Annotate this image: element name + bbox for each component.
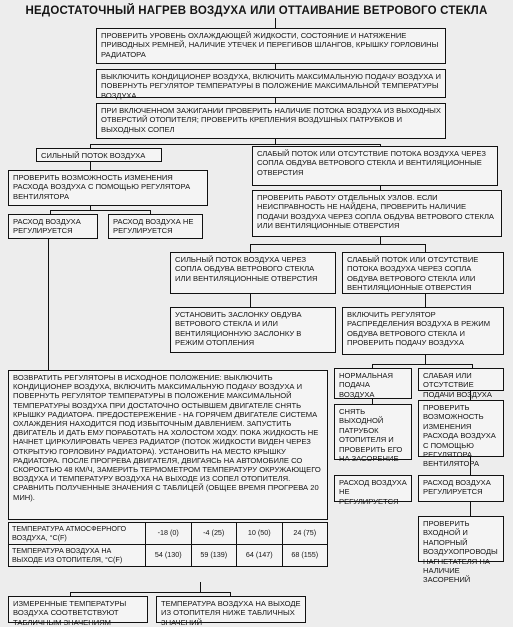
connector xyxy=(470,502,471,516)
connector xyxy=(90,144,380,145)
table-cell: 54 (130) xyxy=(146,545,192,567)
branch-weak-flow: СЛАБЫЙ ПОТОК ИЛИ ОТСУТСТВИЕ ПОТОКА ВОЗДУХА ЧЕРЕЗ СОПЛА ОБДУВА ВЕТРОВОГО СТЕКЛА И ВЕНТИЛЯЦИОННЫЕ ОТВЕРСТИЯ xyxy=(252,146,498,186)
step-check-coolant: ПРОВЕРИТЬ УРОВЕНЬ ОХЛАЖДАЮЩЕЙ ЖИДКОСТИ, СОСТОЯНИЕ И НАТЯЖЕНИЕ ПРИВОДНЫХ РЕМНЕЙ, НАЛИЧИЕ УТЕЧЕК И ПЕРЕГИБОВ ШЛАНГОВ, КРЫШКУ ГОРЛОВИНЫ РАДИАТОРА xyxy=(96,28,446,64)
connector xyxy=(250,244,425,245)
step-set-max-heat: ВЫКЛЮЧИТЬ КОНДИЦИОНЕР ВОЗДУХА, ВКЛЮЧИТЬ МАКСИМАЛЬНУЮ ПОДАЧУ ВОЗДУХА И ПОВЕРНУТЬ РЕГУЛЯТОР ТЕМПЕРАТУРЫ В ПОЛОЖЕНИЕ МАКСИМАЛЬНОЙ ТЕМПЕРАТУРЫ ВОЗДУХА xyxy=(96,69,446,98)
row-label-outlet: ТЕМПЕРАТУРА ВОЗДУХА НА ВЫХОДЕ ИЗ ОТОПИТЕЛЯ, °С(F) xyxy=(9,545,146,567)
connector xyxy=(200,582,201,592)
result-temps-below: ТЕМПЕРАТУРА ВОЗДУХА НА ВЫХОДЕ ИЗ ОТОПИТЕЛЯ НИЖЕ ТАБЛИЧНЫХ ЗНАЧЕНИЙ xyxy=(156,596,306,623)
connector xyxy=(425,244,426,252)
connector xyxy=(425,354,426,364)
connector xyxy=(50,210,150,211)
connector xyxy=(380,236,381,244)
connector xyxy=(250,293,251,307)
connector xyxy=(275,18,276,28)
temperature-table xyxy=(8,522,328,567)
step-return-regulators: ВОЗВРАТИТЬ РЕГУЛЯТОРЫ В ИСХОДНОЕ ПОЛОЖЕНИЕ: ВЫКЛЮЧИТЬ КОНДИЦИОНЕР ВОЗДУХА, ВКЛЮЧИТЬ МАКСИМАЛЬНУЮ ПОДАЧУ ВОЗДУХА И ПОВЕРНУТЬ РЕГУЛЯТОР ТЕМПЕРАТУРЫ В ПОЛОЖЕНИЕ МАКСИМАЛЬНОЙ ТЕМПЕРАТУРЫ ВОЗДУХА ПРИ ДОСТАТОЧНО ОСТЫВШЕМ ДВИГАТЕЛЕ СНЯТЬ КРЫШКУ РАДИАТОРА. ПРЕДОСТЕРЕЖЕНИЕ - НА ГОРЯЧЕМ ДВИГАТЕЛЕ СИСТЕМА ОХЛАЖДЕНИЯ НАХОДИТСЯ ПОД ИЗБЫТОЧНЫМ ДАВЛЕНИЕМ. ЗАПУСТИТЬ ДВИГАТЕЛЬ И ДАТЬ ЕМУ ПОРАБОТАТЬ НА ХОЛОСТОМ ХОДУ. ПОКА ЖИДКОСТЬ НЕ НАЧНЕТ ЦИРКУЛИРОВАТЬ ЧЕРЕЗ РАДИАТОР (ПОТОК ЖИДКОСТИ ВИДЕН ЧЕРЕЗ ОТКРЫТУЮ ГОРЛОВИНУ РАДИАТОРА). УСТАНОВИТЬ НА МЕСТО КРЫШКУ РАДИАТОРА. ПОСЛЕ ПРОГРЕВА ДВИГАТЕЛЯ, ДВИГАЯСЬ НА АВТОМОБИЛЕ СО СКОРОСТЬЮ 48 КМ/Ч, ЗАМЕРИТЬ ТЕРМОМЕТРОМ ТЕМПЕРАТУРУ ОКРУЖАЮЩЕГО ВОЗДУХА И ТЕМПЕРАТУРУ ВОЗДУХА НА ВЫХОДЕ ИЗ СОПЕЛ ОТОПИТЕЛЯ. СРАВНИТЬ ПОЛУЧЕННЫЕ ЗНАЧЕНИЯ С ТАБЛИЦЕЙ (ОБЩЕЕ ВРЕМЯ ПРОГРЕВА 20 МИН). xyxy=(8,370,328,520)
connector xyxy=(90,161,91,170)
branch-weak-nozzles: СЛАБЫЙ ПОТОК ИЛИ ОТСУТСТВИЕ ПОТОКА ВОЗДУХА ЧЕРЕЗ СОПЛА ОБДУВА ВЕТРОВОГО СТЕКЛА ИЛИ ВЕНТИЛЯЦИОННЫЕ ОТВЕРСТИЯ xyxy=(342,252,504,294)
table-cell: 59 (139) xyxy=(191,545,237,567)
step-install-flap: УСТАНОВИТЬ ЗАСЛОНКУ ОБДУВА ВЕТРОВОГО СТЕКЛА И ИЛИ ВЕНТИЛЯЦИОННУЮ ЗАСЛОНКУ В РЕЖИМ ОТОПЛЕНИЯ xyxy=(170,307,336,353)
table-cell: -18 (0) xyxy=(146,523,192,545)
branch-weak-or-none: СЛАБАЯ ИЛИ ОТСУТСТВИЕ ПОДАЧИ ВОЗДУХА xyxy=(418,368,504,391)
branch-flow-not-regulated-2: РАСХОД ВОЗДУХА НЕ РЕГУЛИРУЕТСЯ xyxy=(334,475,412,502)
branch-normal-flow: НОРМАЛЬНАЯ ПОДАЧА ВОЗДУХА xyxy=(334,368,412,399)
diagram-title: НЕДОСТАТОЧНЫЙ НАГРЕВ ВОЗДУХА ИЛИ ОТТАИВАНИЕ ВЕТРОВОГО СТЕКЛА xyxy=(25,5,488,17)
connector xyxy=(48,238,49,370)
step-check-units: ПРОВЕРИТЬ РАБОТУ ОТДЕЛЬНЫХ УЗЛОВ. ЕСЛИ НЕИСПРАВНОСТЬ НЕ НАЙДЕНА, ПРОВЕРИТЬ НАЛИЧИЕ ПОДАЧИ ВОЗДУХА ЧЕРЕЗ СОПЛА ОБДУВА ВЕТРОВОГО СТЕКЛА ИЛИ ВЕНТИЛЯЦИОННЫЕ ОТВЕРСТИЯ xyxy=(252,190,502,237)
connector xyxy=(372,364,472,365)
table-row xyxy=(9,545,328,567)
result-temps-match: ИЗМЕРЕННЫЕ ТЕМПЕРАТУРЫ ВОЗДУХА СООТВЕТСТВУЮТ ТАБЛИЧНЫМ ЗНАЧЕНИЯМ xyxy=(8,596,148,623)
branch-strong-nozzles: СИЛЬНЫЙ ПОТОК ВОЗДУХА ЧЕРЕЗ СОПЛА ОБДУВА ВЕТРОВОГО СТЕКЛА ИЛИ ВЕНТИЛЯЦИОННЫЕ ОТВЕРСТИЯ xyxy=(170,252,336,294)
step-check-fan-regulator-2: ПРОВЕРИТЬ ВОЗМОЖНОСТЬ ИЗМЕНЕНИЯ РАСХОДА ВОЗДУХА С ПОМОЩЬЮ РЕГУЛЯТОРА ВЕНТИЛЯТОРА xyxy=(418,400,504,457)
step-check-fan-regulator: ПРОВЕРИТЬ ВОЗМОЖНОСТЬ ИЗМЕНЕНИЯ РАСХОДА ВОЗДУХА С ПОМОЩЬЮ РЕГУЛЯТОРА ВЕНТИЛЯТОРА xyxy=(8,170,208,206)
table-cell: 10 (50) xyxy=(237,523,283,545)
connector xyxy=(250,244,251,252)
table-cell: 68 (155) xyxy=(282,545,328,567)
table-row xyxy=(9,523,328,545)
branch-strong-flow: СИЛЬНЫЙ ПОТОК ВОЗДУХА xyxy=(36,148,162,162)
branch-flow-regulated-2: РАСХОД ВОЗДУХА РЕГУЛИРУЕТСЯ xyxy=(418,475,504,502)
table-cell: 64 (147) xyxy=(237,545,283,567)
table-cell: -4 (25) xyxy=(191,523,237,545)
step-check-ducts: ПРОВЕРИТЬ ВХОДНОЙ И НАПОРНЫЙ ВОЗДУХОПРОВОДЫ НАГНЕТАТЕЛЯ НА НАЛИЧИЕ ЗАСОРЕНИЙ xyxy=(418,516,504,562)
branch-flow-not-regulated: РАСХОД ВОЗДУХА НЕ РЕГУЛИРУЕТСЯ xyxy=(108,214,203,239)
step-set-distributor: ВКЛЮЧИТЬ РЕГУЛЯТОР РАСПРЕДЕЛЕНИЯ ВОЗДУХА В РЕЖИМ ОБДУВА ВЕТРОВОГО СТЕКЛА И ПРОВЕРИТЬ ПОДАЧУ ВОЗДУХА xyxy=(342,307,504,355)
table-cell: 24 (75) xyxy=(282,523,328,545)
connector xyxy=(70,592,230,593)
connector xyxy=(425,293,426,307)
step-remove-outlet: СНЯТЬ ВЫХОДНОЙ ПАТРУБОК ОТОПИТЕЛЯ И ПРОВЕРИТЬ ЕГО НА ЗАСОРЕНИЕ xyxy=(334,404,412,460)
step-check-airflow: ПРИ ВКЛЮЧЕННОМ ЗАЖИГАНИИ ПРОВЕРИТЬ НАЛИЧИЕ ПОТОКА ВОЗДУХА ИЗ ВЫХОДНЫХ ОТВЕРСТИЙ ОТОПИТЕЛЯ; ПРОВЕРИТЬ КРЕПЛЕНИЯ ВОЗДУШНЫХ ПАТРУБКОВ И ВЫХОДНЫХ СОПЕЛ xyxy=(96,103,446,139)
branch-flow-regulated: РАСХОД ВОЗДУХА РЕГУЛИРУЕТСЯ xyxy=(8,214,98,239)
row-label-ambient: ТЕМПЕРАТУРА АТМОСФЕРНОГО ВОЗДУХА, °С(F) xyxy=(9,523,146,545)
